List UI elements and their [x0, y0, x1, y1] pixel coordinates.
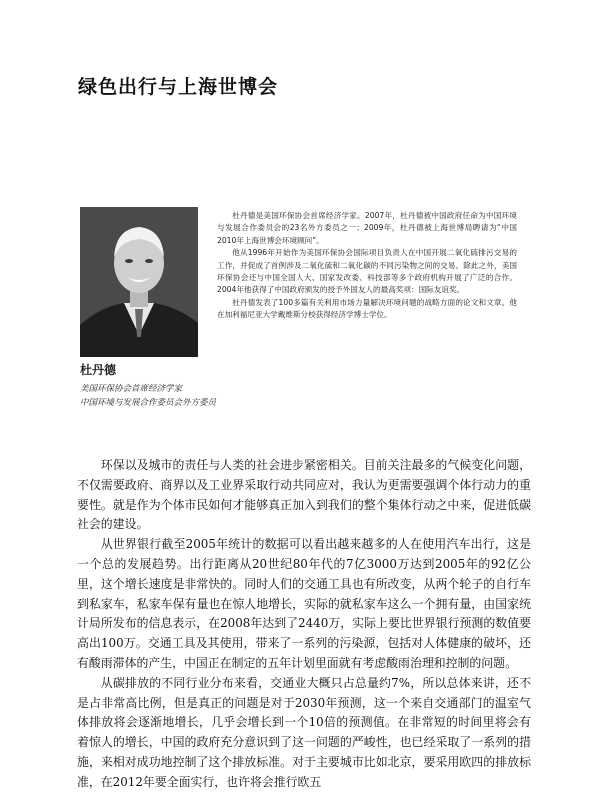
page-title: 绿色出行与上海世博会 [78, 76, 279, 98]
author-portrait [80, 207, 198, 357]
portrait-illustration [80, 207, 198, 357]
body-paragraph: 从碳排放的不同行业分布来看，交通业大概只占总量约7%，所以总体来讲，还不是占非常高比例，但是真正的问题是对于2030年预测，这一个来自交通部门的温室气体排放将会逐渐地增长，几乎会增长到一个10倍的预测值。在非常短的时间里将会有着惊人的增长，中国的政府充分意识到了这一问题的严峻性，也已经采取了一系列的措施，来相对成功地控制了这个排放标准。对于主要城市比如北京，要采用欧四的排放标准，在2012年要全面实行，也许将会推行欧五 [77, 675, 531, 789]
author-role-2: 中国环境与发展合作委员会外方委员 [80, 398, 217, 408]
author-role-1: 美国环保协会首席经济学家 [80, 384, 183, 394]
bio-paragraph: 他从1996年开始作为美国环保协会国际项目负责人在中国开展二氧化硫排污交易的工作，并促成了首例涉及二氧化硫和二氧化碳的不同污染物之间的交易。除此之外，美国环保协会还与中国全国人大、国家发改委、科技部等多个政府机构开展了广泛的合作。2004年他获得了中国政府颁发的授予外国友人的最高奖项：国际友谊奖。 [217, 248, 517, 295]
bio-paragraph: 杜丹德发表了100多篇有关利用市场力量解决环境问题的战略方面的论文和文章。他在加利福尼亚大学戴维斯分校获得经济学博士学位。 [217, 297, 517, 320]
article-body [77, 456, 531, 793]
author-bio [217, 210, 517, 322]
body-paragraph: 环保以及城市的责任与人类的社会进步紧密相关。目前关注最多的气候变化问题，不仅需要政府、商界以及工业界采取行动共同应对，我认为更需要强调个体行动力的重要性。就是作为个体市民如何才能够真正加入到我们的整个集体行动之中来，促进低碳社会的建设。 [77, 458, 531, 532]
body-paragraph: 从世界银行截至2005年统计的数据可以看出越来越多的人在使用汽车出行，这是一个总的发展趋势。出行距离从20世纪80年代的7亿3000万达到2005年的92亿公里，这个增长速度是非常快的。同时人们的交通工具也有所改变，从两个轮子的自行车到私家车，私家车保有量也在惊人地增长，实际的就私家车这么一个拥有量，由国家统计局所发布的信息表示，在2008年达到了2440万，实际上要比世界银行预测的数值要高出100万。交通工具及其使用，带来了一系列的污染源，包括对人体健康的破坏，还有酸雨滞体的产生，中国正在制定的五年计划里面就有考虑酸雨治理和控制的问题。 [77, 537, 531, 670]
bio-paragraph: 杜丹德是美国环保协会首席经济学家。2007年，杜丹德被中国政府任命为中国环境与发展合作委员会的23名外方委员之一；2009年，杜丹德被上海世博局聘请为“中国2010年上海世博会环境顾问”。 [217, 211, 517, 245]
author-name: 杜丹德 [80, 363, 117, 377]
